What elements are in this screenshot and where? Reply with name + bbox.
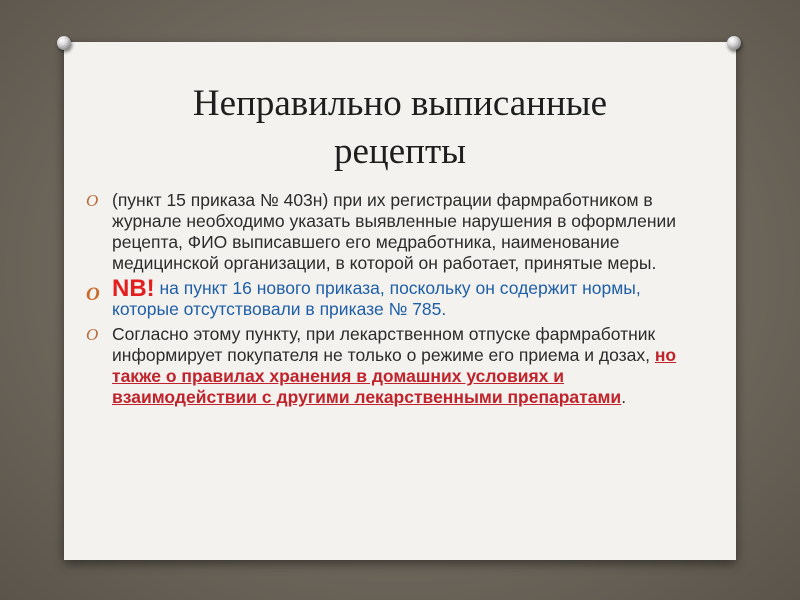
bullet-text: на пункт 16 нового приказа, поскольку он содержит нормы, которые отсутствовали в приказе № 785.: [112, 278, 641, 319]
slide-title: [64, 80, 736, 176]
list-item: [84, 324, 700, 408]
bullet-text-end: .: [621, 387, 627, 407]
list-item: [84, 190, 700, 274]
bullet-text: Согласно этому пункту, при лекарственном отпуске фармработник информирует покупателя не только о режиме его приема и дозах,: [112, 324, 656, 365]
nb-label: NB!: [112, 275, 155, 302]
list-item: [84, 275, 700, 320]
bullet-marker-icon: O: [86, 191, 99, 210]
bullet-text: (пункт 15 приказа № 403н) при их регистрации фармработником в журнале необходимо указать выявленные нарушения в оформлении рецепта, ФИО выписавшего его медработника, наименование медицинской организации, в которой он работает, принятые меры.: [112, 190, 677, 273]
bullet-marker-icon: O: [86, 284, 100, 305]
title-line-1: Неправильно выписанные: [192, 83, 608, 124]
pushpin-icon: [57, 36, 71, 50]
bullet-list: [84, 190, 700, 408]
highlight-link[interactable]: но также о правилах хранения в домашних условиях и взаимодействии с другими лекарственными препаратами: [112, 345, 677, 407]
pushpin-icon: [727, 36, 741, 50]
title-line-2: рецепты: [334, 131, 466, 172]
bullet-marker-icon: O: [86, 325, 99, 344]
